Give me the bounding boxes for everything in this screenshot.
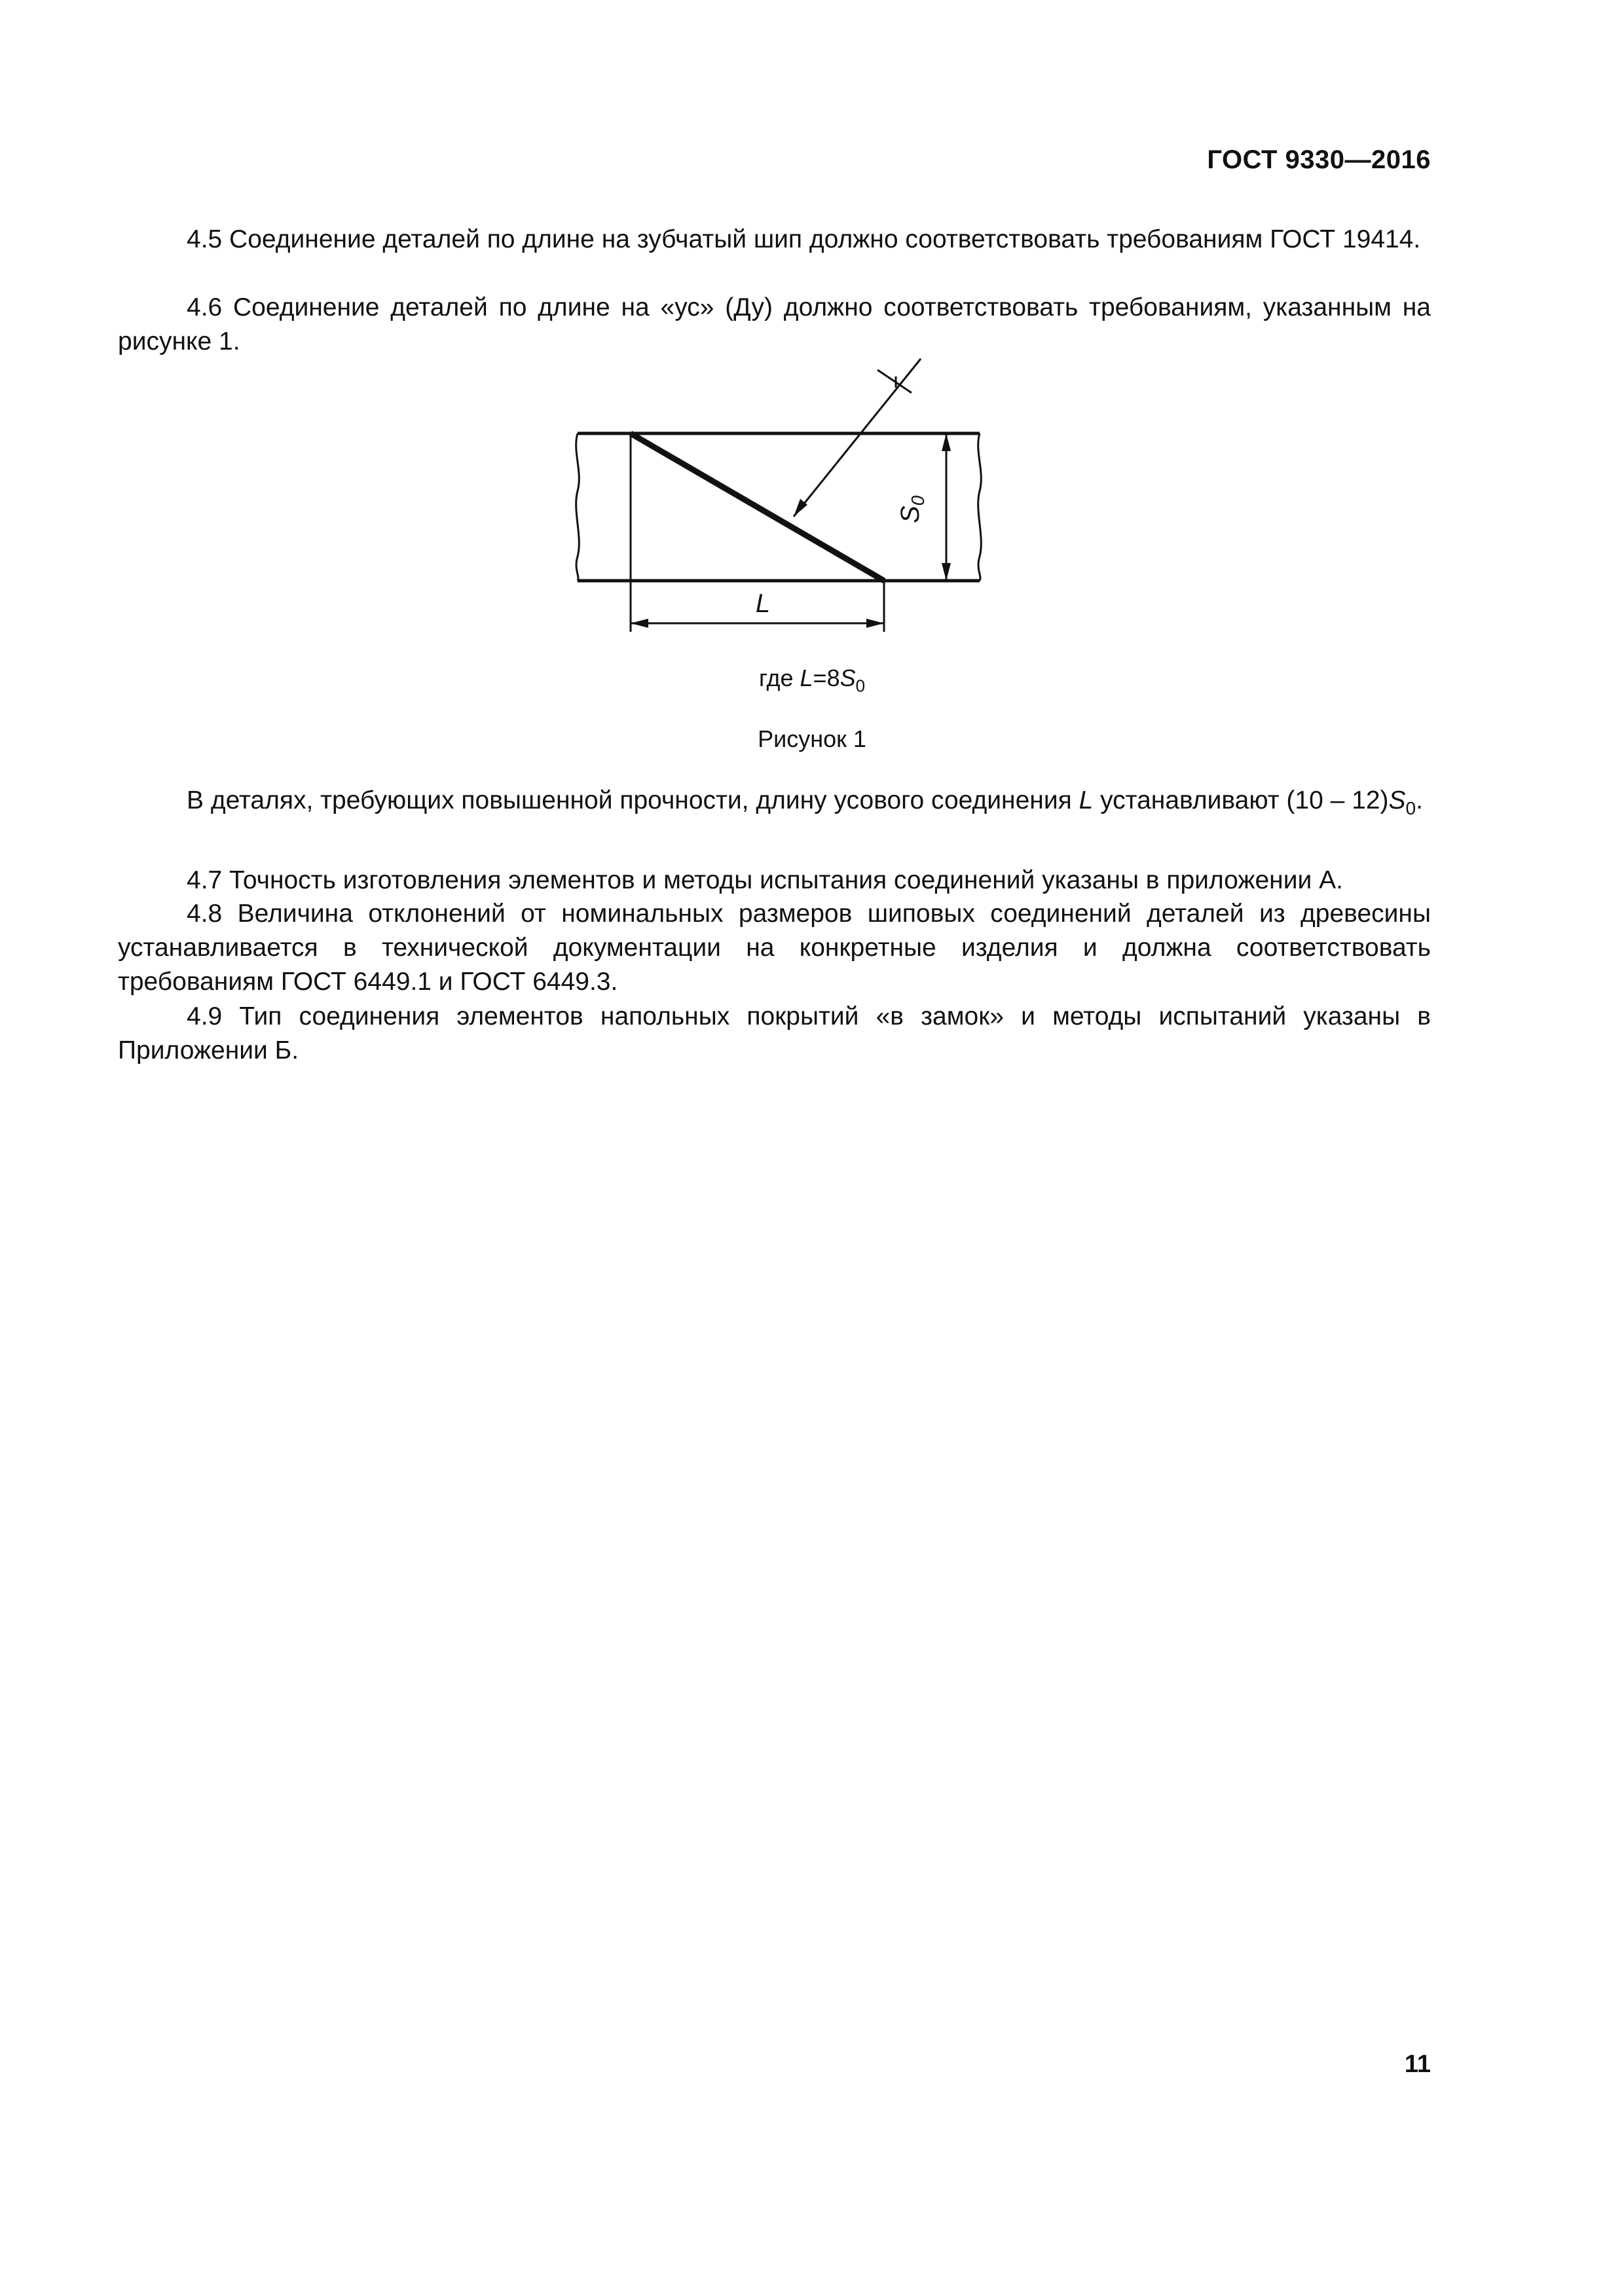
figure-label-S0: $S_0$: [896, 495, 928, 524]
figure-caption-title: Рисунок 1: [758, 725, 866, 752]
paragraph-4-6: 4.6 Соединение деталей по длине на «ус» (Ду) должно соответствовать требованиям, указанным на рисунке 1.: [118, 293, 1431, 355]
paragraph-4-9: 4.9 Тип соединения элементов напольных покрытий «в замок» и методы испытаний указаны в Приложении Б.: [118, 1002, 1431, 1065]
L-arrow-right: [866, 619, 884, 628]
right-break-line: [978, 433, 982, 581]
paragraph-4-8: 4.8 Величина отклонений от номинальных размеров шиповых соединений деталей из древесины устанавливается в технической документации на конкретные изделия и должна соответствовать требованиям ГОСТ 6449.1 и ГОСТ 6449.3.: [118, 900, 1431, 996]
left-break-line: [576, 433, 580, 581]
document-code: ГОСТ 9330—2016: [1207, 145, 1431, 174]
paragraph-4-7: 4.7 Точность изготовления элементов и методы испытания соединений указаны в приложении А.: [187, 866, 1343, 894]
figure-1-scarf-joint-diagram: [563, 340, 995, 642]
page-number: 11: [1404, 2050, 1431, 2078]
paragraph-strength-note: В деталях, требующих повышенной прочности, длину усового соединения L устанавливают $(10 - 12)S_0$.: [187, 786, 1424, 818]
figure-label-L: L: [755, 589, 771, 618]
paragraph-4-5: 4.5 Соединение деталей по длине на зубчатый шип должно соответствовать требованиям ГОСТ 19414.: [187, 225, 1421, 253]
figure-caption-where: где $L=8S_0$: [758, 665, 866, 696]
leader-tick: [877, 370, 912, 393]
scarf-joint-line: [631, 433, 884, 581]
L-arrow-left: [631, 619, 648, 628]
S0-arrow-bottom: [942, 563, 951, 581]
leader-line: [794, 359, 921, 517]
S0-arrow-top: [942, 433, 951, 451]
